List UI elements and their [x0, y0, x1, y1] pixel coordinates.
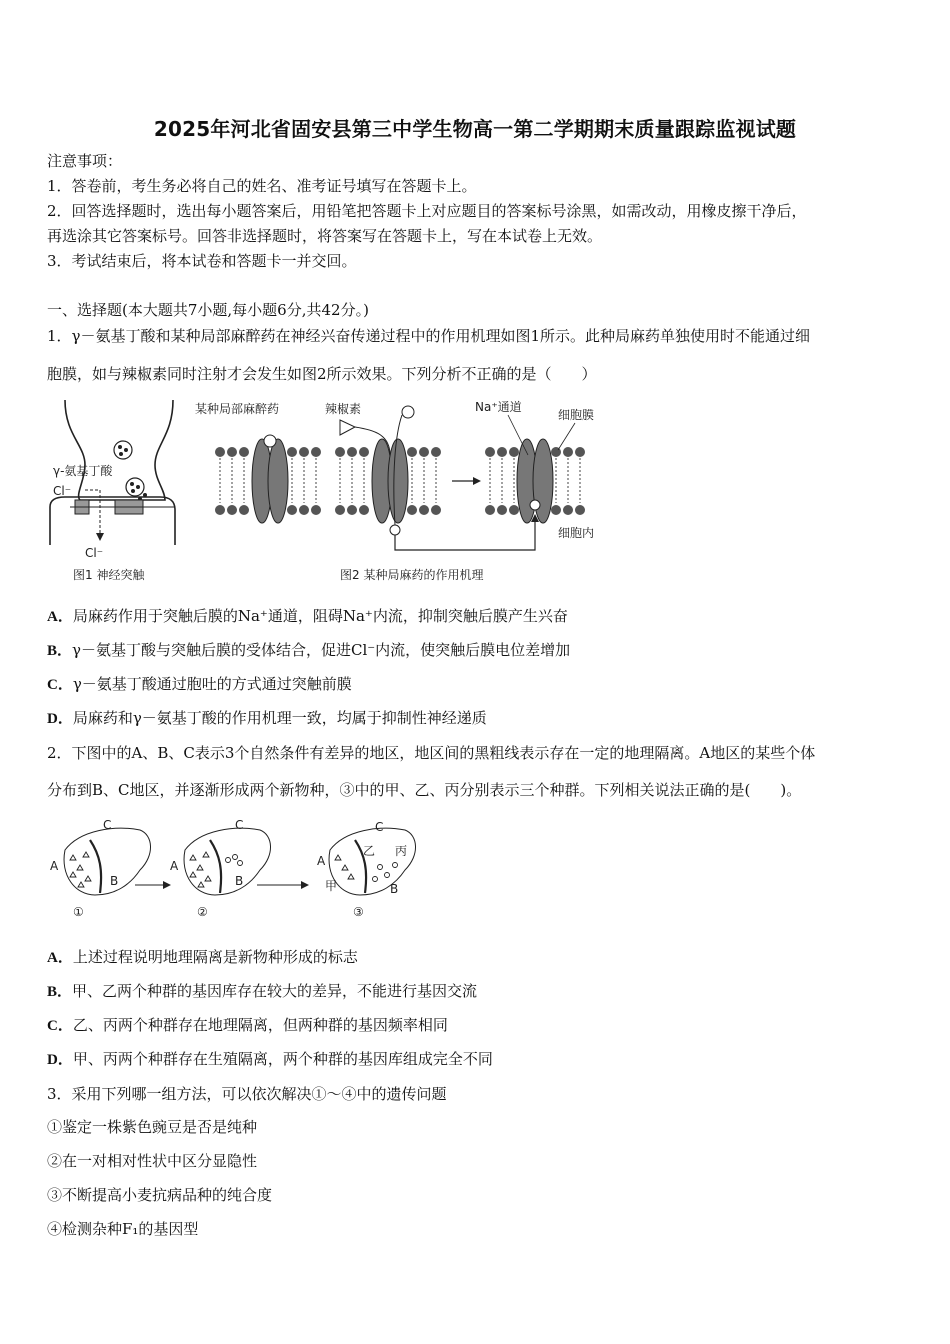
- q1-option-d[interactable]: D．局麻药和γ－氨基丁酸的作用机理一致，均属于抑制性神经递质: [47, 709, 487, 727]
- q3-item: ③不断提高小麦抗病品种的纯合度: [47, 1186, 273, 1204]
- q1-figure1-synapse: [45, 395, 180, 585]
- q1-option-a[interactable]: A．局麻药作用于突触后膜的Na⁺通道，阻碍Na⁺内流，抑制突触后膜产生兴奋: [47, 607, 568, 625]
- capsaicin-molecule: [340, 420, 355, 435]
- q2-option-c[interactable]: C．乙、丙两个种群存在地理隔离，但两种群的基因频率相同: [47, 1016, 448, 1034]
- q1-option-c[interactable]: C．γ－氨基丁酸通过胞吐的方式通过突触前膜: [47, 675, 352, 693]
- notice-item: 3．考试结束后，将本试卷和答题卡一并交回。: [47, 252, 357, 270]
- q2-figure-speciation: [45, 815, 425, 925]
- q1-option-b[interactable]: B．γ－氨基丁酸与突触后膜的受体结合，促进Cl⁻内流，使突触后膜电位差增加: [47, 641, 571, 659]
- q2-option-b[interactable]: B．甲、乙两个种群的基因库存在较大的差异，不能进行基因交流: [47, 982, 478, 1000]
- svg-text:B: B: [235, 874, 244, 888]
- membrane-segment: [215, 435, 325, 523]
- q2-option-d[interactable]: D．甲、丙两个种群存在生殖隔离，两个种群的基因库组成完全不同: [47, 1050, 493, 1068]
- population-bing: 丙: [395, 844, 408, 858]
- stage-2-map: [170, 818, 271, 919]
- section-heading: 一、选择题(本大题共7小题,每小题6分,共42分。): [47, 301, 369, 319]
- svg-text:B: B: [110, 874, 119, 888]
- figure1-caption: 图1 神经突触: [73, 568, 145, 582]
- q2-stem-line1: 2．下图中的A、B、C表示3个自然条件有差异的地区，地区间的黑粗线表示存在一定的地理隔离。A地区的某些个体: [47, 744, 816, 762]
- label-cell-interior: 细胞内: [558, 526, 595, 540]
- svg-text:C: C: [375, 820, 384, 834]
- q1-stem-line1: 1．γ－氨基丁酸和某种局部麻醉药在神经兴奋传递过程中的作用机理如图1所示。此种局麻药单独使用时不能通过细: [47, 327, 811, 345]
- anesthetic-molecule: [264, 435, 276, 447]
- notice-item: 2．回答选择题时，选出每小题答案后，用铅笔把答题卡上对应题目的答案标号涂黑，如需改动，用橡皮擦干净后，: [47, 202, 807, 220]
- label-capsaicin: 辣椒素: [325, 402, 362, 416]
- svg-text:A: A: [170, 859, 179, 873]
- membrane-segment: [335, 406, 441, 535]
- q1-figure2-mechanism: [190, 395, 620, 585]
- svg-text:C: C: [103, 818, 112, 832]
- q1-stem-line2: 胞膜，如与辣椒素同时注射才会发生如图2所示效果。下列分析不正确的是（ ）: [47, 365, 597, 383]
- q2-option-a[interactable]: A．上述过程说明地理隔离是新物种形成的标志: [47, 948, 358, 966]
- notice-item: 再选涂其它答案标号。回答非选择题时，将答案写在答题卡上，写在本试卷上无效。: [47, 227, 603, 245]
- label-cl-top: Cl⁻: [53, 484, 72, 498]
- svg-text:B: B: [390, 882, 399, 896]
- label-local-anesthetic: 某种局部麻醉药: [195, 402, 280, 416]
- notice-heading: 注意事项：: [47, 152, 123, 170]
- membrane-segment: [485, 439, 585, 523]
- stage-2-label: ②: [197, 905, 208, 919]
- q3-item: ①鉴定一株紫色豌豆是否是纯种: [47, 1118, 258, 1136]
- population-yi: 乙: [363, 844, 376, 858]
- svg-text:A: A: [317, 854, 326, 868]
- stage-3-map: [317, 820, 416, 919]
- label-na-channel: Na⁺通道: [475, 400, 522, 414]
- q2-stem-line2: 分布到B、C地区，并逐渐形成两个新物种，③中的甲、乙、丙分别表示三个种群。下列相关说法正确的是( )。: [47, 781, 802, 799]
- label-cell-membrane: 细胞膜: [558, 408, 595, 422]
- stage-1-label: ①: [73, 905, 84, 919]
- stage-3-label: ③: [353, 905, 364, 919]
- stage-1-map: [50, 818, 151, 919]
- population-jia: 甲: [325, 879, 338, 893]
- svg-text:A: A: [50, 859, 59, 873]
- q3-stem: 3．采用下列哪一组方法，可以依次解决①～④中的遗传问题: [47, 1085, 447, 1103]
- notice-item: 1．答卷前，考生务必将自己的姓名、准考证号填写在答题卡上。: [47, 177, 477, 195]
- label-gaba: γ-氨基丁酸: [53, 464, 113, 478]
- figure2-caption: 图2 某种局麻药的作用机理: [340, 568, 484, 582]
- svg-text:C: C: [235, 818, 244, 832]
- label-cl-bottom: Cl⁻: [85, 546, 104, 560]
- vesicle: [114, 441, 132, 459]
- q3-item: ②在一对相对性状中区分显隐性: [47, 1152, 258, 1170]
- vesicle: [126, 478, 144, 496]
- q3-item: ④检测杂种F₁的基因型: [47, 1220, 199, 1238]
- page-title: 2025年河北省固安县第三中学生物高一第二学期期末质量跟踪监视试题: [153, 117, 797, 141]
- postsynaptic-membrane: [50, 497, 175, 545]
